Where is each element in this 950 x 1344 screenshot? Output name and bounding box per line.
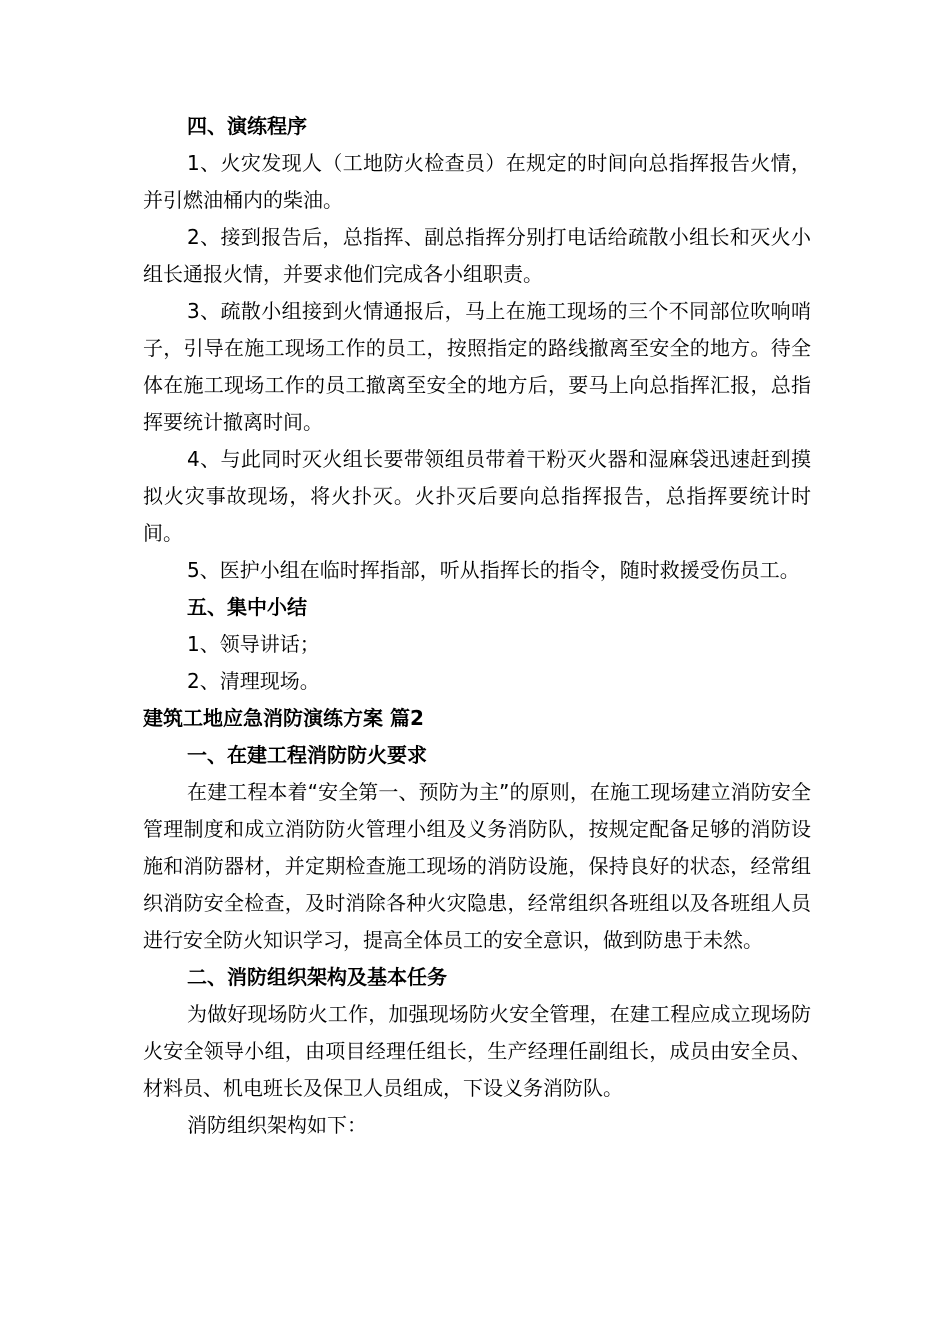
paragraph-step-4: 4、与此同时灭火组长要带领组员带着干粉灭火器和湿麻袋迅速赶到摸拟火灾事故现场，将火扑灭。火扑灭后要向总指挥报告，总指挥要统计时间。 <box>143 447 811 545</box>
paragraph-organization: 为做好现场防火工作，加强现场防火安全管理，在建工程应成立现场防火安全领导小组，由项目经理任组长，生产经理任副组长，成员由安全员、材料员、机电班长及保卫人员组成，下设义务消防队。 <box>143 1002 811 1100</box>
paragraph-step-1: 1、火灾发现人（工地防火检查员）在规定的时间向总指挥报告火情，并引燃油桶内的柴油。 <box>143 151 811 212</box>
paragraph-step-5: 5、医护小组在临时挥指部，听从指挥长的指令，随时救援受伤员工。 <box>187 558 800 582</box>
paragraph-step-3: 3、疏散小组接到火情通报后，马上在施工现场的三个不同部位吹响哨子，引导在施工现场工作的员工，按照指定的路线撤离至安全的地方。待全体在施工现场工作的员工撤离至安全的地方后，要马上向总指挥汇报，总指挥要统计撤离时间。 <box>143 299 811 434</box>
paragraph-summary-2: 2、清理现场。 <box>187 669 320 693</box>
paragraph-summary-1: 1、领导讲话； <box>187 632 320 656</box>
document-body <box>143 108 811 1144</box>
section-heading-fire-requirements: 一、在建工程消防防火要求 <box>187 743 427 767</box>
paragraph-organization-chart-intro: 消防组织架构如下： <box>187 1113 367 1137</box>
document-title-part-2: 建筑工地应急消防演练方案 篇2 <box>143 706 424 730</box>
paragraph-fire-requirements: 在建工程本着“安全第一、预防为主”的原则，在施工现场建立消防安全管理制度和成立消防防火管理小组及义务消防队，按规定配备足够的消防设施和消防器材，并定期检查施工现场的消防设施，保持良好的状态，经常组织消防安全检查，及时消除各种火灾隐患，经常组织各班组以及各班组人员进行安全防火知识学习，提高全体员工的安全意识，做到防患于未然。 <box>143 780 811 952</box>
paragraph-step-2: 2、接到报告后，总指挥、副总指挥分别打电话给疏散小组长和灭火小组长通报火情，并要求他们完成各小组职责。 <box>143 225 811 286</box>
section-heading-drill-procedure: 四、演练程序 <box>187 114 307 138</box>
section-heading-organization: 二、消防组织架构及基本任务 <box>187 965 447 989</box>
section-heading-summary: 五、集中小结 <box>187 595 307 619</box>
